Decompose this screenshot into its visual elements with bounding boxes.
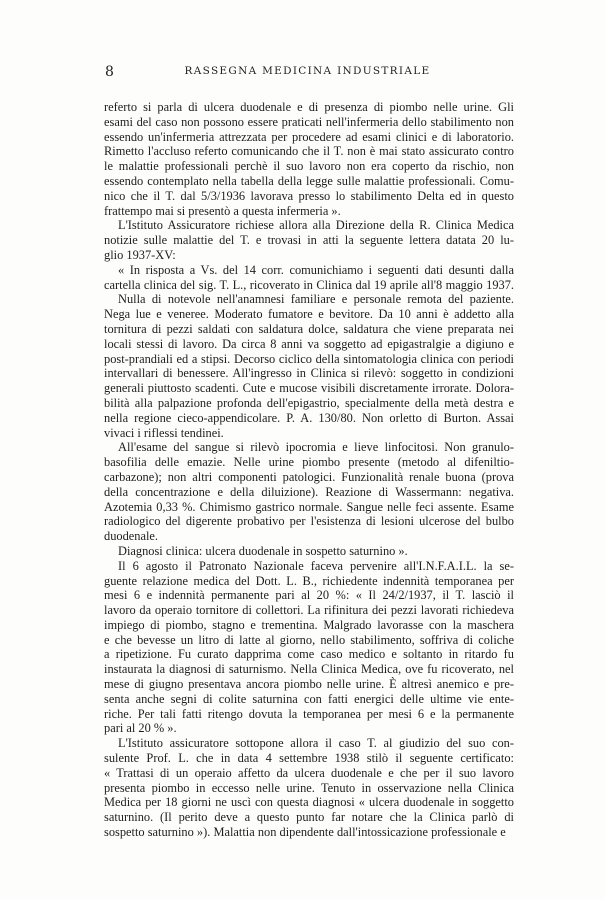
text-line: L'Istituto assicuratore sottopone allora il caso T. al giudizio del suo con- <box>118 736 514 751</box>
text-line: lavoro da operaio tornitore di collettori. La rifinitura dei pezzi lavorati richiedeva <box>104 603 514 618</box>
text-line: basofilia delle emazie. Nelle urine piombo presente (metodo al difeniltio- <box>104 455 514 470</box>
text-line: Medica per 18 giorni ne uscì con questa diagnosi « ulcera duodenale in soggetto <box>104 795 514 810</box>
text-line: bilità alla palpazione profonda dell'epigastrio, specialmente della metà destra e <box>104 395 514 410</box>
page-number: 8 <box>105 64 115 80</box>
text-line: tornitura di pezzi saldati con saldatura dolce, saldatura che viene preparata nei <box>104 321 514 336</box>
text-line: carbazone); non altri componenti patologici. Funzionalità renale buona (prova <box>104 469 514 484</box>
text-line: senta anche segni di colite saturnina con fatti energici delle ultime vie ente- <box>104 691 514 706</box>
text-line: Il 6 agosto il Patronato Nazionale faceva pervenire all'I.N.F.A.I.L. la se- <box>118 558 514 573</box>
text-line: radiologico del digerente probativo per l'esistenza di lesioni ulcerose del bulbo <box>104 514 514 529</box>
text-line: essendo un'infermeria attrezzata per procedere ad esami clinici e di laboratorio. <box>104 129 514 144</box>
text-line: referto si parla di ulcera duodenale e di presenza di piombo nelle urine. Gli <box>104 100 514 114</box>
text-line: sospetto saturnino »). Malattia non dipendente dall'intossicazione professionale e <box>104 825 506 840</box>
text-line: presenta piombo in eccesso nelle urine. Tenuto in osservazione nella Clinica <box>104 780 514 795</box>
text-line: saturnino. (Il perito deve a questo punto far notare che la Clinica parlò di <box>104 810 514 825</box>
text-line: generali piuttosto scadenti. Cute e mucose visibili discretamente irrorate. Dolora- <box>104 381 514 396</box>
text-line: guente relazione medica del Dott. L. B., richiedente indennità temporanea per <box>104 573 514 588</box>
text-line: Rimetto l'accluso referto comunicando che il T. non è mai stato assicurato contro <box>104 144 514 159</box>
text-line: mesi 6 e indennità permanente pari al 20 %: « Il 24/2/1937, il T. lasciò il <box>104 588 514 603</box>
text-line: nico che il T. dal 5/3/1936 lavorava presso lo stabilimento Delta ed in questo <box>104 188 514 203</box>
page-header <box>105 64 510 82</box>
text-line: nella regione cieco-appendicolare. P. A. 130/80. Non orletto di Burton. Assai <box>104 410 514 425</box>
text-line: le malattie professionali perchè il suo lavoro non era coperto da rischio, non <box>104 159 514 174</box>
text-line: esami del caso non possono essere praticati nell'infermeria dello stabilimento non <box>104 114 514 129</box>
text-line: « In risposta a Vs. del 14 corr. comunichiamo i seguenti dati desunti dalla <box>118 262 514 277</box>
text-line: glio 1937-XV: <box>104 247 176 262</box>
text-line: locali stessi di lavoro. Da circa 8 anni va soggetto ad epigastralgie a digiuno e <box>104 336 514 351</box>
text-line: cartella clinica del sig. T. L., ricoverato in Clinica dal 19 aprile all'8 maggio 1937. <box>104 277 514 292</box>
text-line: Nega lue e veneree. Moderato fumatore e bevitore. Da 10 anni è addetto alla <box>104 307 514 322</box>
text-line: sulente Prof. L. che in data 4 settembre 1938 stilò il seguente certificato: <box>104 751 514 766</box>
text-line: della concentrazione e della diluizione). Reazione di Wassermann: negativa. <box>104 484 514 499</box>
text-line: impiego di piombo, stagno e trementina. Malgrado lavorasse con la maschera <box>104 617 514 632</box>
text-line: e che bevesse un litro di latte al giorno, nello stabilimento, soffriva di coliche <box>104 632 514 647</box>
text-line: pari al 20 % ». <box>104 721 177 736</box>
text-line: « Trattasi di un operaio affetto da ulcera duodenale e che per il suo lavoro <box>104 765 514 780</box>
text-line: Nulla di notevole nell'anamnesi familiare e personale remota del paziente. <box>118 292 514 307</box>
text-line: intervallari di benessere. All'ingresso in Clinica si rilevò: soggetto in condizioni <box>104 366 514 381</box>
text-line: riche. Per tali fatti ritengo dovuta la temporanea per mesi 6 e la permanente <box>104 706 514 721</box>
text-line: All'esame del sangue si rilevò ipocromia e lieve linfocitosi. Non granulo- <box>118 440 514 455</box>
text-line: notizie sulle malattie del T. e trovasi in atti la seguente lettera datata 20 lu- <box>104 233 514 248</box>
body-text <box>104 100 514 840</box>
text-line: post-prandiali ed a stipsi. Decorso ciclico della sintomatologia clinica con periodi <box>104 351 514 366</box>
text-line: mese di giugno presentava ancora piombo nelle urine. È altresì anemico e pre- <box>104 677 514 692</box>
text-line: L'Istituto Assicuratore richiese allora alla Direzione della R. Clinica Medica <box>118 218 514 233</box>
text-line: vivaci i riflessi tendinei. <box>104 425 224 440</box>
running-head: RASSEGNA MEDICINA INDUSTRIALE <box>184 65 431 77</box>
text-line: a ripetizione. Fu curato dapprima come caso medico e soltanto in ritardo fu <box>104 647 514 662</box>
text-line: Azotemia 0,33 %. Chimismo gastrico normale. Sangue nelle feci assente. Esame <box>104 499 514 514</box>
text-line: frattempo mai si presentò a questa infermeria ». <box>104 203 341 218</box>
text-line: instaurata la diagnosi di saturnismo. Nella Clinica Medica, ove fu ricoverato, nel <box>104 662 514 677</box>
text-line: Diagnosi clinica: ulcera duodenale in sospetto saturnino ». <box>118 543 408 558</box>
text-line: duodenale. <box>104 529 159 544</box>
text-line: essendo contemplato nella tabella della legge sulle malattie professionali. Comu- <box>104 173 514 188</box>
